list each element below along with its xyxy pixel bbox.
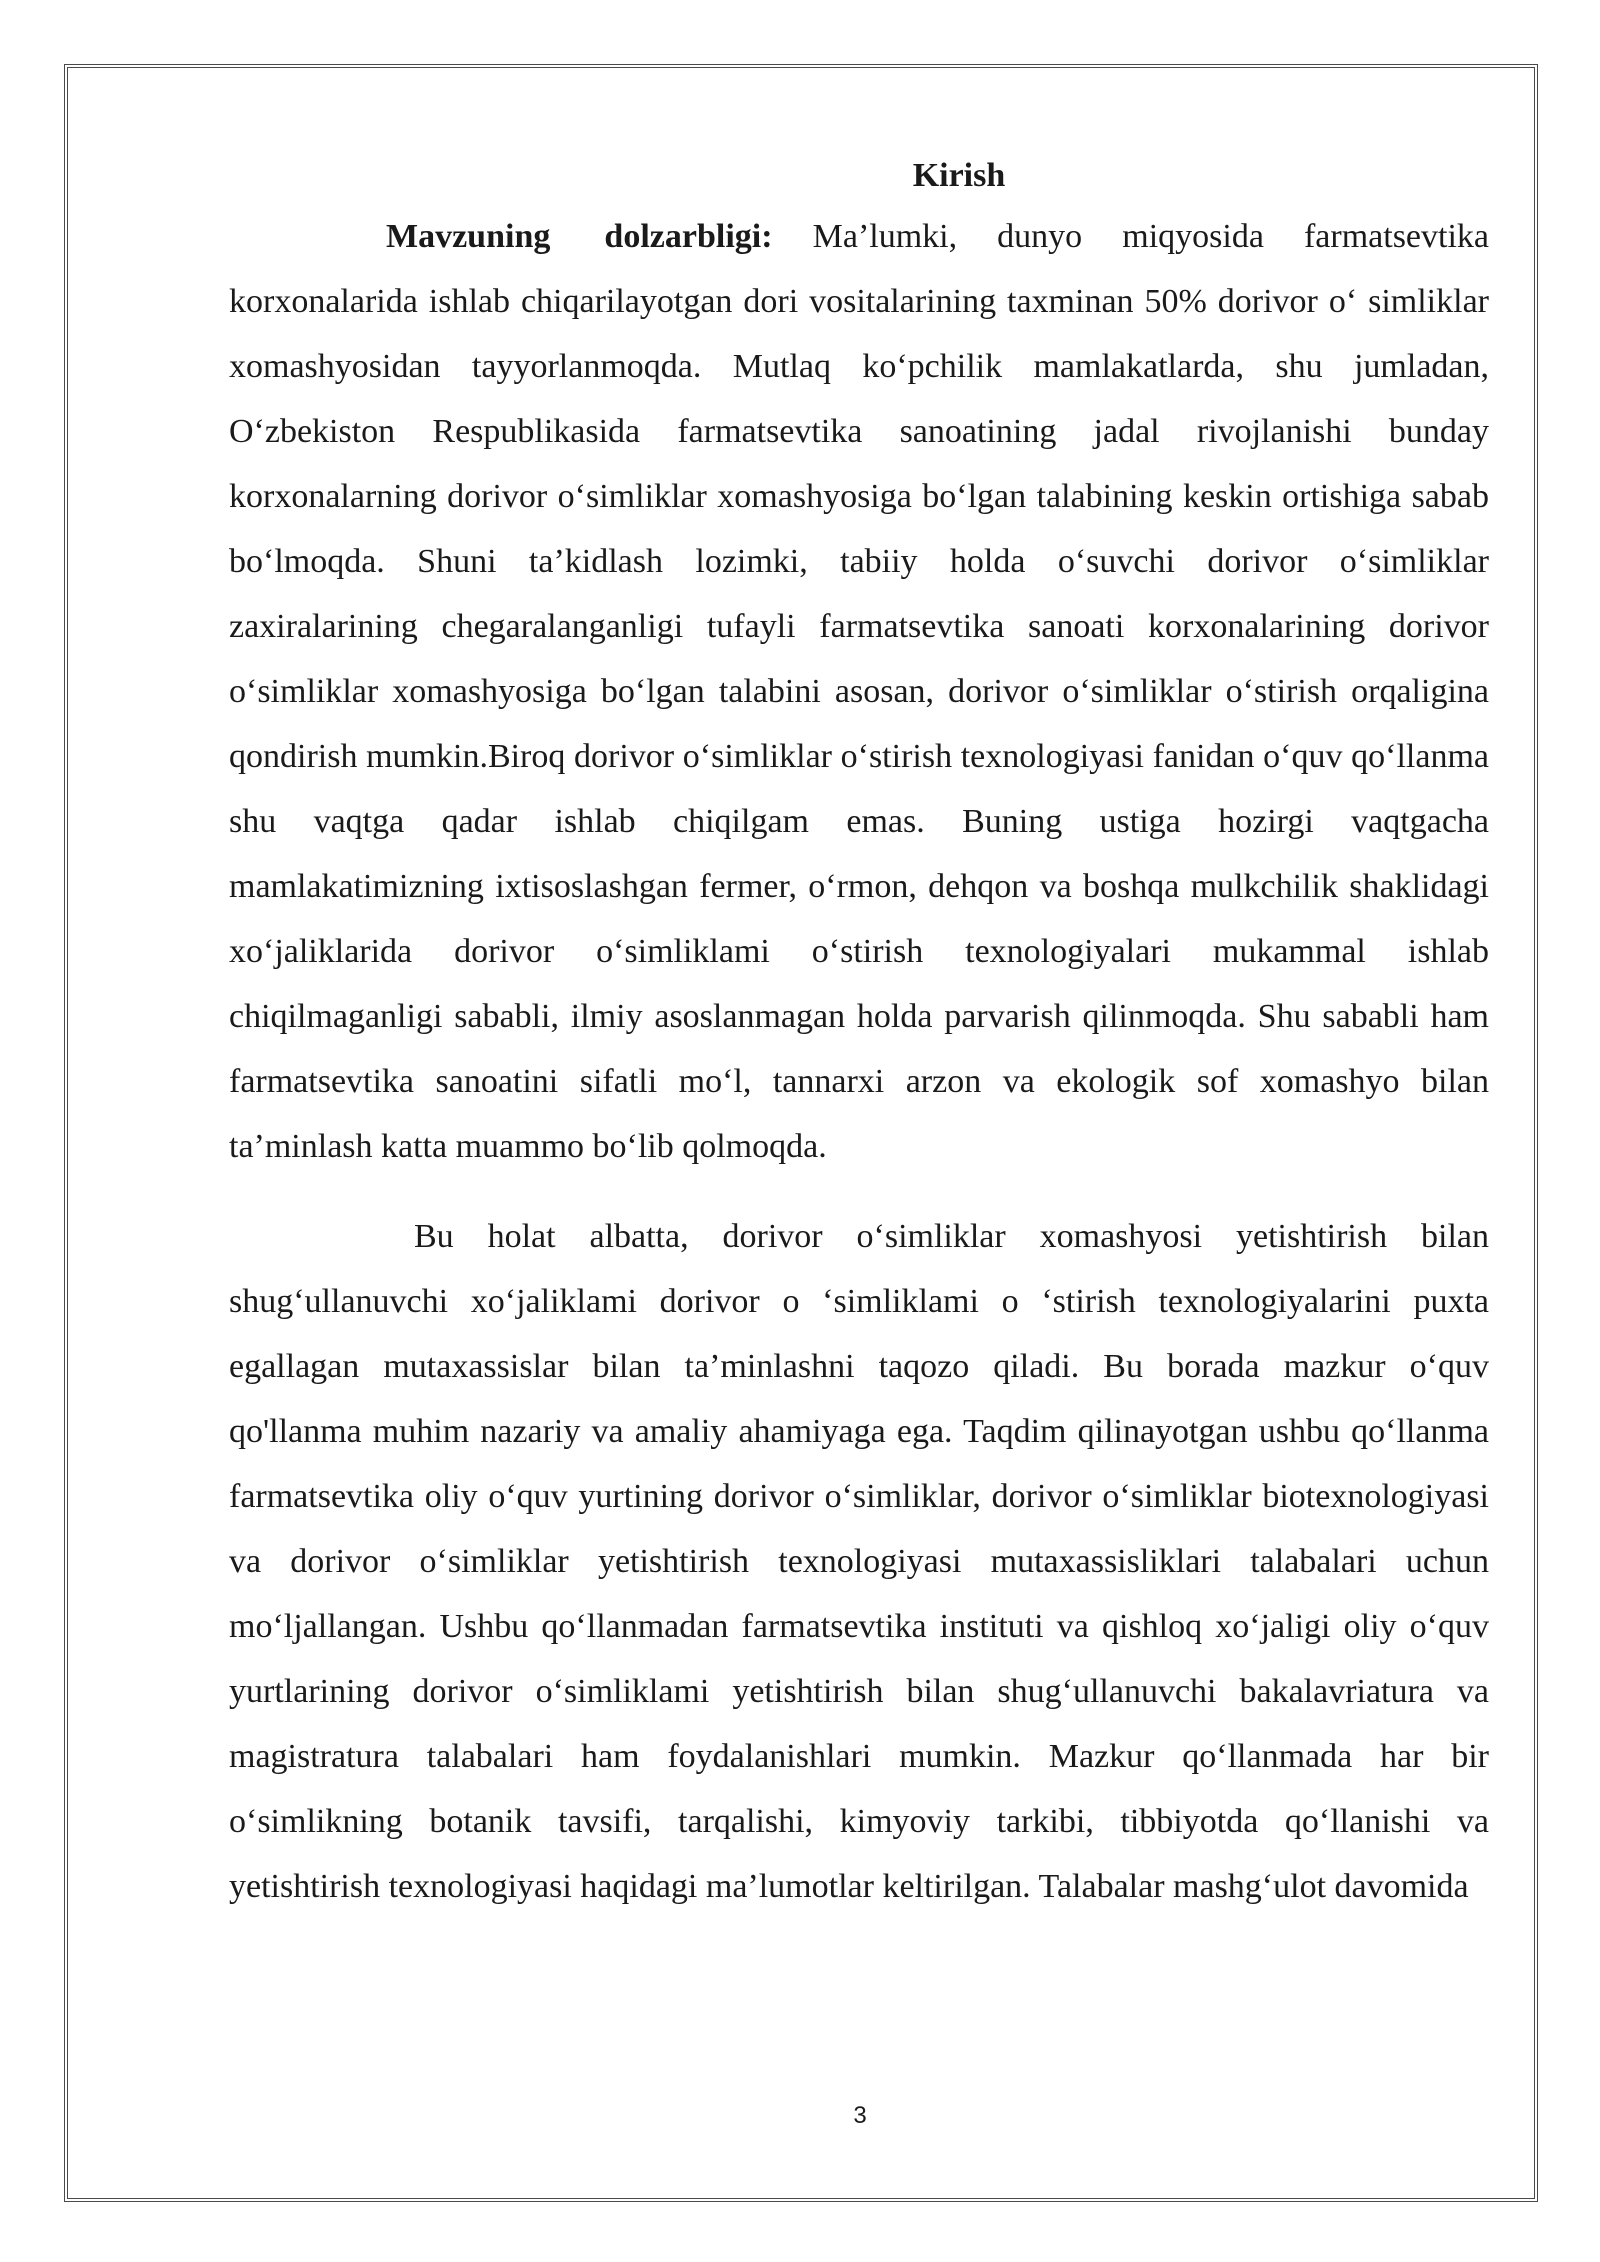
- paragraph-lead: Mavzuning dolzarbligi:: [386, 218, 773, 255]
- paragraph-body: Ma’lumki, dunyo miqyosida farmatsevtika korxonalarida ishlab chiqarilayotgan dori vositalarining taxminan 50% dorivor o‘ simliklar xomashyosidan tayyorlanmoqda. Mutlaq ko‘pchilik mamlakatlarda, shu jumladan, O‘zbekiston Respublikasida farmatsevtika sanoatining jadal rivojlanishi bunday korxonalarning dorivor o‘simliklar xomashyosiga bo‘lgan talabining keskin ortishiga sabab bo‘lmoqda. Shuni ta’kidlash lozimki, tabiiy holda o‘suvchi dorivor o‘simliklar zaxiralarining chegaralanganligi tufayli farmatsevtika sanoati korxonalarining dorivor o‘simliklar xomashyosiga bo‘lgan talabini asosan, dorivor o‘simliklar o‘stirish orqaligina qondirish mumkin.Biroq dorivor o‘simliklar o‘stirish texnologiyasi fanidan o‘quv qo‘llanma shu vaqtga qadar ishlab chiqilgam emas. Buning ustiga hozirgi vaqtgacha mamlakatimizning ixtisoslashgan fermer, o‘rmon, dehqon va boshqa mulkchilik shaklidagi xo‘jaliklarida dorivor o‘simliklami o‘stirish texnologiyalari mukammal ishlab chiqilmaganligi sababli, ilmiy asoslanmagan holda parvarish qilinmoqda. Shu sababli ham farmatsevtika sanoatini sifatli mo‘l, tannarxi arzon va ekologik sof xomashyo bilan ta’minlash katta muammo bo‘lib qolmoqda.: [229, 218, 1490, 1165]
- paragraph-second: Bu holat albatta, dorivor o‘simliklar xomashyosi yetishtirish bilan shug‘ullanuvchi xo‘jaliklami dorivor o ‘simliklami o ‘stirish texnologiyalarini puxta egallagan mutaxassislar bilan ta’minlashni taqozo qiladi. Bu borada mazkur o‘quv qo'llanma muhim nazariy va amaliy ahamiyaga ega. Taqdim qilinayotgan ushbu qo‘llanma farmatsevtika oliy o‘quv yurtining dorivor o‘simliklar, dorivor o‘simliklar biotexnologiyasi va dorivor o‘simliklar yetishtirish texnologiyasi mutaxassisliklari talabalari uchun mo‘ljallangan. Ushbu qo‘llanmadan farmatsevtika instituti va qishloq xo‘jaligi oliy o‘quv yurtlarining dorivor o‘simliklami yetishtirish bilan shug‘ullanuvchi bakalavriatura va magistratura talabalari ham foydalanishlari mumkin. Mazkur qo‘llanmada har bir o‘simlikning botanik tavsifi, tarqalishi, kimyoviy tarkibi, tibbiyotda qo‘llanishi va yetishtirish texnologiyasi haqidagi ma’lumotlar keltirilgan. Talabalar mashg‘ulot davomida: [229, 1218, 1489, 1905]
- paragraph-relevance: [229, 204, 1489, 1179]
- section-title: Kirish: [912, 157, 1006, 194]
- page-content: [229, 148, 1489, 1919]
- page-number: 3: [853, 2102, 867, 2129]
